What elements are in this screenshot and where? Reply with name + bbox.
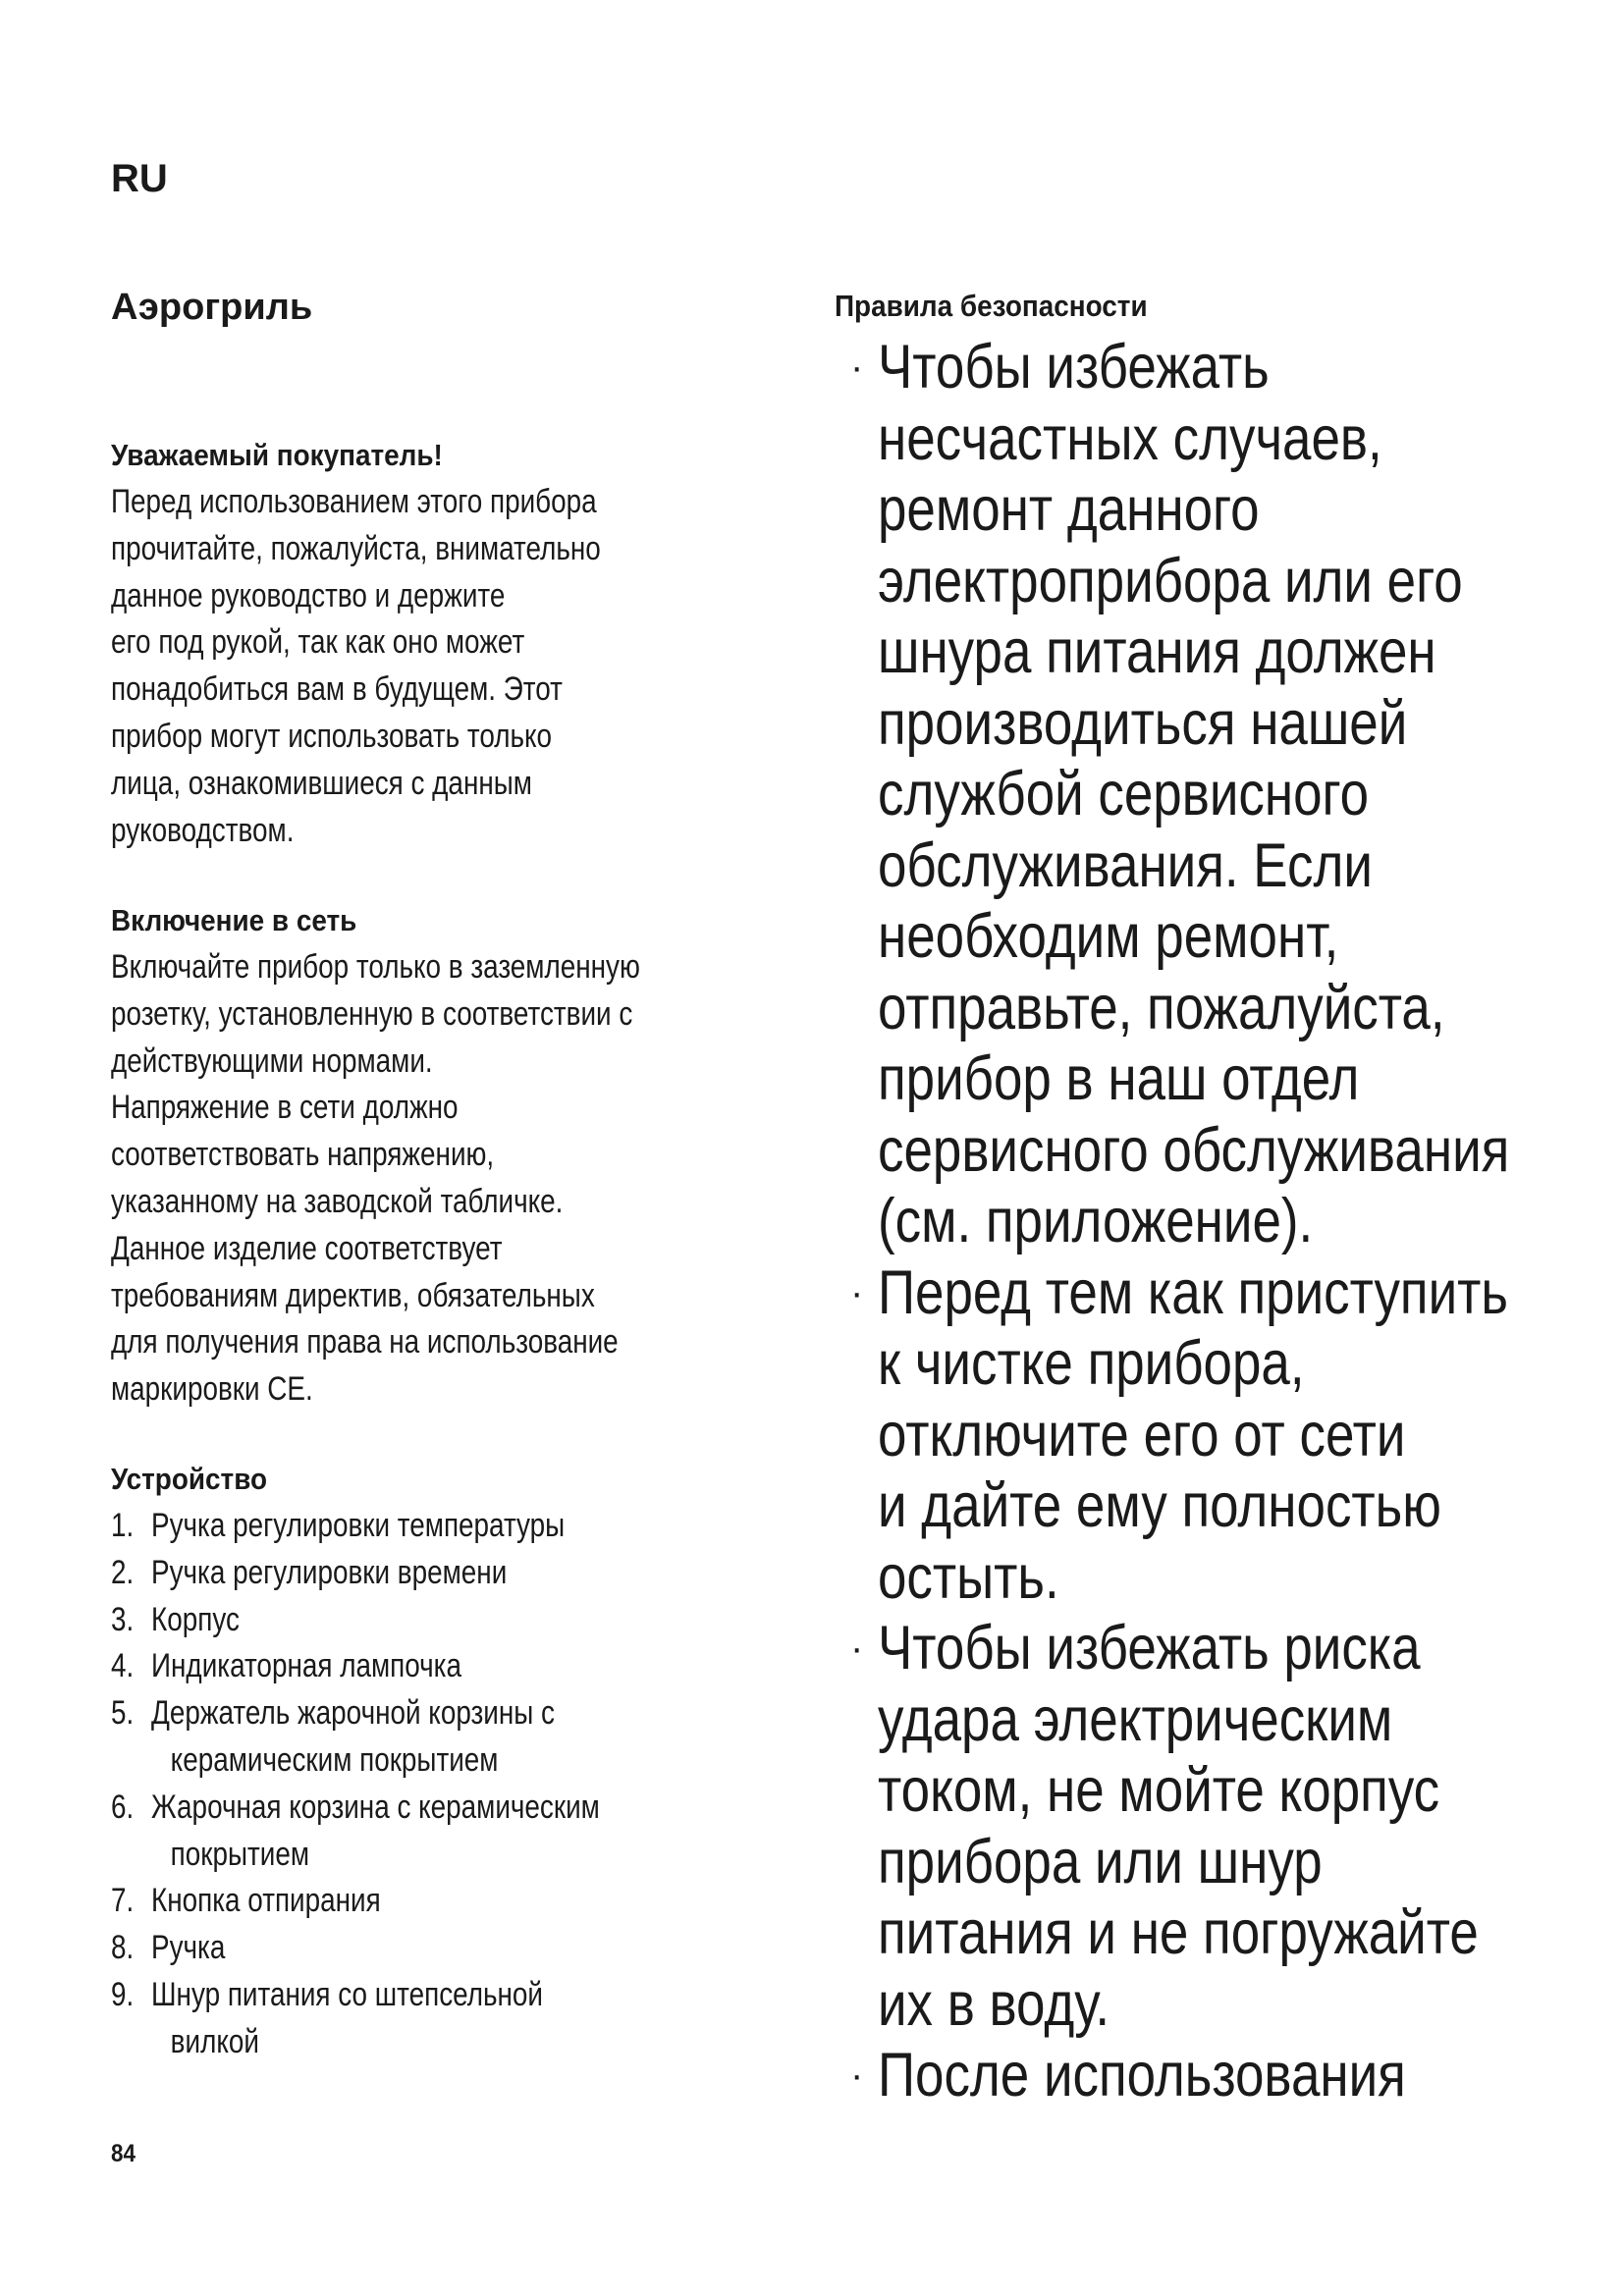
text-line: отправьте, пожалуйста, bbox=[878, 973, 1445, 1042]
item-number: 7. bbox=[111, 1882, 135, 1920]
text-line: несчастных случаев, bbox=[878, 403, 1382, 473]
item-number: 8. bbox=[111, 1929, 135, 1967]
text-line: Напряжение в сети должно bbox=[111, 1089, 459, 1127]
item-text: Ручка регулировки температуры bbox=[151, 1507, 566, 1544]
text-line: сервисного обслуживания bbox=[878, 1115, 1510, 1185]
list-item bbox=[111, 1503, 690, 1550]
text-line: данное руководство и держите bbox=[111, 576, 506, 614]
item-text: Ручка регулировки времени bbox=[151, 1553, 508, 1591]
item-text: Корпус bbox=[151, 1600, 240, 1638]
text-line: удара электрическим bbox=[878, 1684, 1393, 1754]
item-text: Держатель жарочной корзины с bbox=[151, 1694, 555, 1733]
text-line: Перед тем как приступить bbox=[878, 1257, 1508, 1327]
item-text: Кнопка отпирания bbox=[151, 1882, 381, 1920]
safety-item bbox=[835, 2040, 1542, 2111]
item-text: Шнур питания со штепсельной bbox=[151, 1975, 543, 2013]
item-text: Индикаторная лампочка bbox=[151, 1647, 461, 1685]
text-line: производиться нашей bbox=[878, 688, 1408, 758]
power-text bbox=[111, 944, 818, 1414]
text-line: шнура питания должен bbox=[878, 617, 1436, 686]
text-line: их в воду. bbox=[878, 1969, 1110, 2039]
text-line: понадобиться вам в будущем. Этот bbox=[111, 670, 563, 709]
device-section bbox=[111, 1456, 818, 2066]
text-line: лица, ознакомившиеся с данным bbox=[111, 764, 532, 802]
safety-item bbox=[835, 332, 1542, 1257]
item-text-continued: вилкой bbox=[170, 2022, 259, 2060]
item-number: 3. bbox=[111, 1600, 135, 1638]
safety-list bbox=[835, 332, 1542, 2111]
bullet-icon: · bbox=[850, 2054, 864, 2097]
text-line: указанному на заводской табличке. bbox=[111, 1182, 564, 1220]
text-line: розетку, установленную в соответствии с bbox=[111, 994, 633, 1033]
text-line: (см. приложение). bbox=[878, 1187, 1314, 1255]
language-code: RU bbox=[111, 157, 168, 200]
text-line: отключите его от сети bbox=[878, 1400, 1406, 1469]
text-line: руководством. bbox=[111, 811, 295, 849]
power-heading: Включение в сеть bbox=[111, 903, 357, 937]
text-line: ремонт данного bbox=[878, 475, 1260, 544]
item-number: 1. bbox=[111, 1507, 135, 1544]
item-text: Ручка bbox=[151, 1929, 226, 1967]
page-number: 84 bbox=[111, 2140, 136, 2167]
bullet-icon: · bbox=[850, 346, 864, 389]
device-heading: Устройство bbox=[111, 1462, 268, 1496]
text-line: Данное изделие соответствует bbox=[111, 1229, 503, 1267]
safety-section bbox=[835, 287, 1542, 2111]
safety-heading: Правила безопасности bbox=[835, 289, 1148, 323]
item-text: Жарочная корзина с керамическим bbox=[151, 1788, 600, 1826]
list-item bbox=[111, 1925, 690, 1972]
text-line: необходим ремонт, bbox=[878, 902, 1339, 971]
item-number: 5. bbox=[111, 1694, 135, 1733]
text-line: требованиям директив, обязательных bbox=[111, 1276, 595, 1314]
text-line: службой сервисного bbox=[878, 760, 1370, 828]
document-title: Аэрогриль bbox=[111, 287, 313, 328]
item-number: 6. bbox=[111, 1788, 135, 1826]
list-item bbox=[111, 1972, 690, 2066]
safety-item bbox=[835, 1257, 1542, 1614]
list-item bbox=[111, 1690, 690, 1785]
text-line: его под рукой, так как оно может bbox=[111, 623, 525, 662]
device-parts-list bbox=[111, 1503, 818, 2066]
text-line: обслуживания. Если bbox=[878, 830, 1373, 900]
text-line: электроприбора или его bbox=[878, 546, 1463, 615]
list-item bbox=[111, 1785, 690, 1879]
list-item bbox=[111, 1643, 690, 1690]
list-item bbox=[111, 1597, 690, 1644]
text-line: Включайте прибор только в заземленную bbox=[111, 948, 640, 986]
greeting-heading: Уважаемый покупатель! bbox=[111, 438, 443, 472]
text-line: питания и не погружайте bbox=[878, 1898, 1479, 1967]
list-item bbox=[111, 1550, 690, 1597]
text-line: После использования bbox=[878, 2041, 1406, 2109]
text-line: и дайте ему полностью bbox=[878, 1471, 1441, 1540]
text-line: Чтобы избежать bbox=[878, 333, 1270, 401]
text-line: прочитайте, пожалуйста, внимательно bbox=[111, 529, 601, 567]
text-line: остыть. bbox=[878, 1542, 1059, 1612]
item-number: 9. bbox=[111, 1975, 135, 2013]
text-line: Перед использованием этого прибора bbox=[111, 483, 597, 520]
text-line: действующими нормами. bbox=[111, 1041, 433, 1080]
greeting-text bbox=[111, 479, 818, 854]
item-number: 4. bbox=[111, 1647, 135, 1685]
safety-item bbox=[835, 1613, 1542, 2040]
bullet-icon: · bbox=[850, 1627, 864, 1670]
text-line: маркировки CE. bbox=[111, 1370, 313, 1409]
item-text-continued: покрытием bbox=[170, 1835, 310, 1873]
list-item bbox=[111, 1878, 690, 1925]
text-line: прибора или шнур bbox=[878, 1827, 1323, 1896]
text-line: прибор могут использовать только bbox=[111, 717, 553, 755]
power-section bbox=[111, 897, 818, 1414]
text-line: для получения права на использование bbox=[111, 1323, 619, 1362]
text-line: прибор в наш отдел bbox=[878, 1044, 1360, 1113]
bullet-icon: · bbox=[850, 1270, 864, 1314]
text-line: соответствовать напряжению, bbox=[111, 1136, 495, 1174]
text-line: Чтобы избежать риска bbox=[878, 1614, 1421, 1682]
item-text-continued: керамическим покрытием bbox=[170, 1740, 499, 1779]
greeting-section bbox=[111, 432, 818, 854]
text-line: к чистке прибора, bbox=[878, 1329, 1305, 1398]
item-number: 2. bbox=[111, 1553, 135, 1591]
text-line: током, не мойте корпус bbox=[878, 1756, 1440, 1825]
